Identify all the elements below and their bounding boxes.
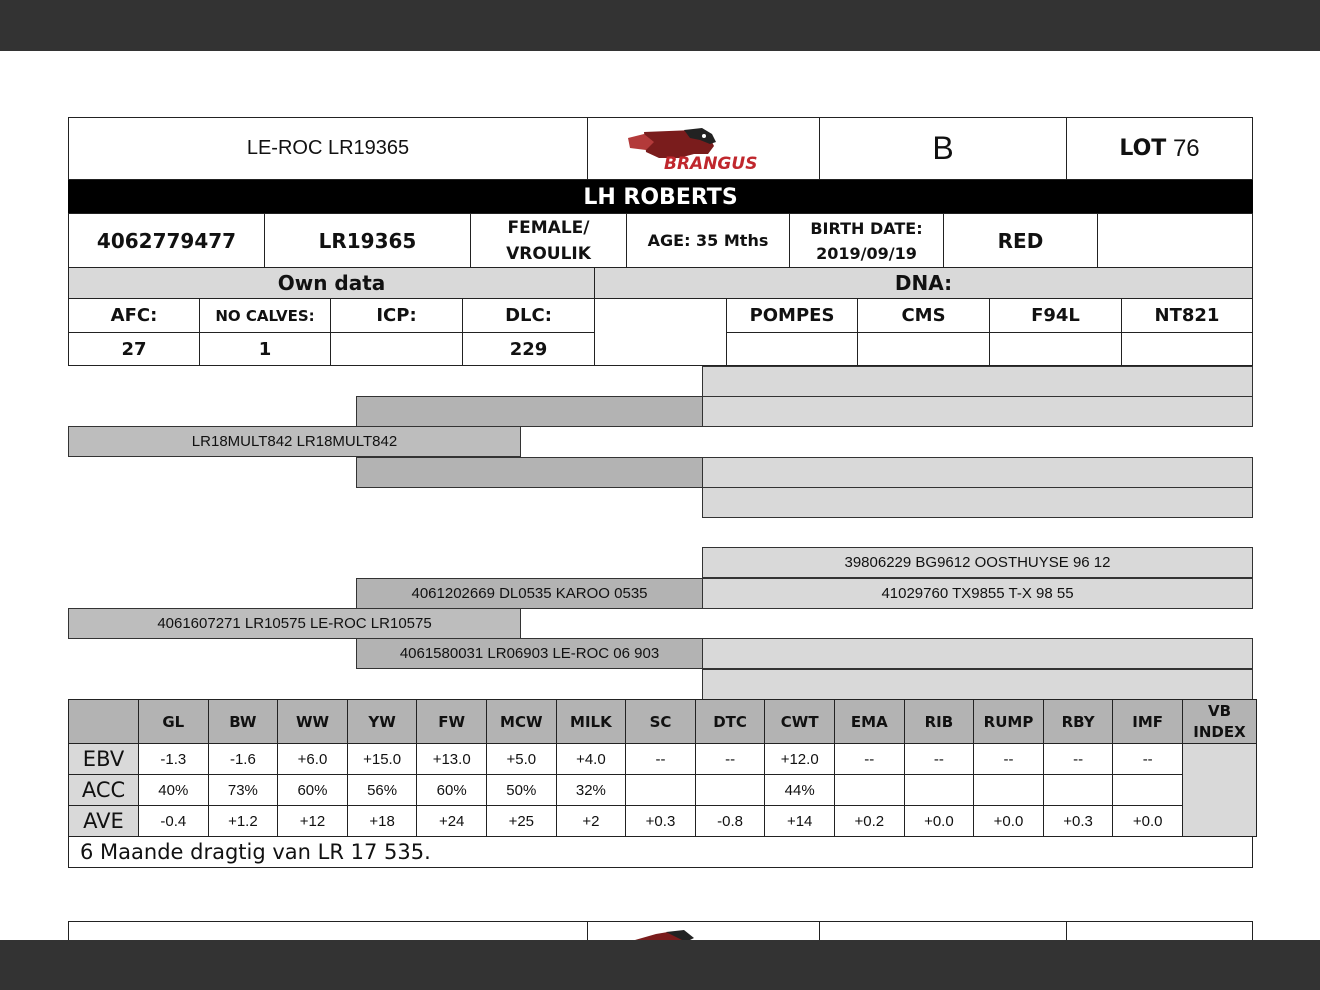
pedigree-dam-sire-dam: 41029760 TX9855 T-X 98 55 (702, 578, 1253, 609)
ebv-header-ema: EMA (834, 699, 905, 744)
dna-heading: DNA: (594, 267, 1253, 299)
ebv-cell-acc-gl: 40% (138, 774, 209, 806)
ebv-cell-ave-rump: +0.0 (973, 805, 1044, 837)
dna-blank (594, 298, 727, 366)
ebv-header-imf: IMF (1112, 699, 1183, 744)
dna-nt821-header: NT821 (1121, 298, 1253, 333)
ebv-cell-ave-sc: +0.3 (625, 805, 696, 837)
birth-date (789, 213, 944, 268)
ebv-cell-ave-gl: -0.4 (138, 805, 209, 837)
lot-label: LOT (1119, 136, 1167, 161)
ebv-header-milk: MILK (556, 699, 627, 744)
ebv-cell-acc-ww: 60% (277, 774, 348, 806)
pedigree-sire: LR18MULT842 LR18MULT842 (68, 426, 521, 457)
ebv-cell-ave-yw: +18 (347, 805, 418, 837)
ebv-header-fw: FW (416, 699, 487, 744)
age: AGE: 35 Mths (626, 213, 790, 268)
no-calves-value: 1 (199, 332, 331, 366)
ebv-cell-ebv-milk: +4.0 (556, 743, 627, 775)
sex (470, 213, 627, 268)
identity-extra (1097, 213, 1253, 268)
ebv-cell-ebv-ww: +6.0 (277, 743, 348, 775)
ebv-cell-ebv-fw: +13.0 (416, 743, 487, 775)
ebv-cell-ave-milk: +2 (556, 805, 627, 837)
ebv-cell-ebv-yw: +15.0 (347, 743, 418, 775)
ebv-row-label-acc: ACC (68, 774, 139, 806)
ebv-cell-ebv-dtc: -- (695, 743, 766, 775)
ebv-vb-index-value (1182, 743, 1257, 837)
remark-text: 6 Maande dragtig van LR 17 535. (80, 840, 431, 864)
pedigree-dam-dam-dam (702, 669, 1253, 700)
ebv-cell-acc-rump (973, 774, 1044, 806)
lot (1066, 117, 1253, 180)
ebv-cell-ebv-ema: -- (834, 743, 905, 775)
sex-line-1: FEMALE/ (507, 217, 590, 238)
ebv-cell-ebv-bw: -1.6 (208, 743, 279, 775)
pedigree-dam: 4061607271 LR10575 LE-ROC LR10575 (68, 608, 521, 639)
sex-line-2: VROULIK (506, 243, 591, 264)
ebv-header-gl: GL (138, 699, 209, 744)
ebv-header-bw: BW (208, 699, 279, 744)
pedigree-dam-dam-sire (702, 638, 1253, 669)
dlc-header: DLC: (462, 298, 595, 333)
ebv-cell-ebv-mcw: +5.0 (486, 743, 557, 775)
ebv-header-mcw: MCW (486, 699, 557, 744)
pedigree-sire-dam (356, 457, 703, 488)
lot-number: 76 (1172, 134, 1200, 162)
breeder-name: LH ROBERTS (583, 184, 738, 210)
ebv-header-rby: RBY (1043, 699, 1114, 744)
ebv-cell-ebv-gl: -1.3 (138, 743, 209, 775)
dna-pompes-value (726, 332, 858, 366)
ebv-cell-ave-dtc: -0.8 (695, 805, 766, 837)
grade-text: B (932, 130, 954, 166)
ebv-header-sc: SC (625, 699, 696, 744)
icp-value (330, 332, 463, 366)
no-calves-header: NO CALVES: (199, 298, 331, 333)
ebv-header-dtc: DTC (695, 699, 766, 744)
pedigree-sire-dam-sire (702, 457, 1253, 488)
ebv-cell-acc-rby (1043, 774, 1114, 806)
ebv-header-corner (68, 699, 139, 744)
pedigree-sire-sire (356, 396, 703, 427)
vb-label: VB (1207, 701, 1232, 720)
ebv-cell-ebv-rib: -- (904, 743, 975, 775)
reg-number: 4062779477 (68, 213, 265, 268)
ebv-cell-acc-milk: 32% (556, 774, 627, 806)
pedigree-sire-sire-dam (702, 396, 1253, 427)
ebv-cell-ave-imf: +0.0 (1112, 805, 1183, 837)
ebv-cell-acc-sc (625, 774, 696, 806)
pedigree-dam-dam: 4061580031 LR06903 LE-ROC 06 903 (356, 638, 703, 669)
ebv-header-ww: WW (277, 699, 348, 744)
viewer-top-bar (0, 0, 1320, 51)
ebv-header-vb-index (1182, 699, 1257, 744)
viewer-bottom-bar (0, 940, 1320, 990)
dna-cms-header: CMS (857, 298, 990, 333)
ebv-row-label-ave: AVE (68, 805, 139, 837)
ebv-cell-acc-fw: 60% (416, 774, 487, 806)
icp-header: ICP: (330, 298, 463, 333)
ebv-cell-ave-rib: +0.0 (904, 805, 975, 837)
pedigree-dam-sire-sire: 39806229 BG9612 OOSTHUYSE 96 12 (702, 547, 1253, 578)
dna-pompes-header: POMPES (726, 298, 858, 333)
ebv-cell-acc-yw: 56% (347, 774, 418, 806)
afc-value: 27 (68, 332, 200, 366)
ebv-cell-acc-dtc (695, 774, 766, 806)
ebv-cell-acc-ema (834, 774, 905, 806)
ebv-header-rib: RIB (904, 699, 975, 744)
ebv-cell-ave-fw: +24 (416, 805, 487, 837)
ident-number: LR19365 (264, 213, 471, 268)
svg-text:BRANGUS: BRANGUS (663, 153, 757, 174)
pedigree-sire-dam-dam (702, 487, 1253, 518)
grade (819, 117, 1067, 180)
own-data-heading: Own data (68, 267, 595, 299)
ebv-cell-ebv-imf: -- (1112, 743, 1183, 775)
brangus-logo (587, 117, 820, 180)
ebv-row-label-ebv: EBV (68, 743, 139, 775)
pedigree-sire-sire-sire (702, 366, 1253, 397)
index-label: INDEX (1193, 722, 1246, 741)
animal-name-text: LE-ROC LR19365 (246, 137, 410, 159)
breeder-bar (68, 180, 1253, 214)
ebv-cell-ave-ema: +0.2 (834, 805, 905, 837)
animal-name (68, 117, 588, 180)
colour: RED (943, 213, 1098, 268)
ebv-cell-acc-mcw: 50% (486, 774, 557, 806)
ebv-cell-ave-ww: +12 (277, 805, 348, 837)
ebv-cell-ebv-rby: -- (1043, 743, 1114, 775)
ebv-header-yw: YW (347, 699, 418, 744)
ebv-cell-ave-bw: +1.2 (208, 805, 279, 837)
ebv-cell-ebv-rump: -- (973, 743, 1044, 775)
dna-nt821-value (1121, 332, 1253, 366)
birth-date-value: 2019/09/19 (816, 243, 917, 263)
ebv-cell-acc-imf (1112, 774, 1183, 806)
remark (68, 836, 1253, 868)
ebv-header-rump: RUMP (973, 699, 1044, 744)
pedigree-dam-sire: 4061202669 DL0535 KAROO 0535 (356, 578, 703, 609)
birth-label: BIRTH DATE: (810, 218, 923, 238)
ebv-cell-ave-rby: +0.3 (1043, 805, 1114, 837)
dna-f94l-header: F94L (989, 298, 1122, 333)
dlc-value: 229 (462, 332, 595, 366)
ebv-cell-ave-cwt: +14 (764, 805, 835, 837)
ebv-cell-ebv-sc: -- (625, 743, 696, 775)
ebv-cell-acc-cwt: 44% (764, 774, 835, 806)
dna-cms-value (857, 332, 990, 366)
ebv-cell-acc-rib (904, 774, 975, 806)
ebv-cell-acc-bw: 73% (208, 774, 279, 806)
ebv-cell-ebv-cwt: +12.0 (764, 743, 835, 775)
ebv-cell-ave-mcw: +25 (486, 805, 557, 837)
ebv-header-cwt: CWT (764, 699, 835, 744)
dna-f94l-value (989, 332, 1122, 366)
afc-header: AFC: (68, 298, 200, 333)
bull-icon (624, 124, 784, 174)
